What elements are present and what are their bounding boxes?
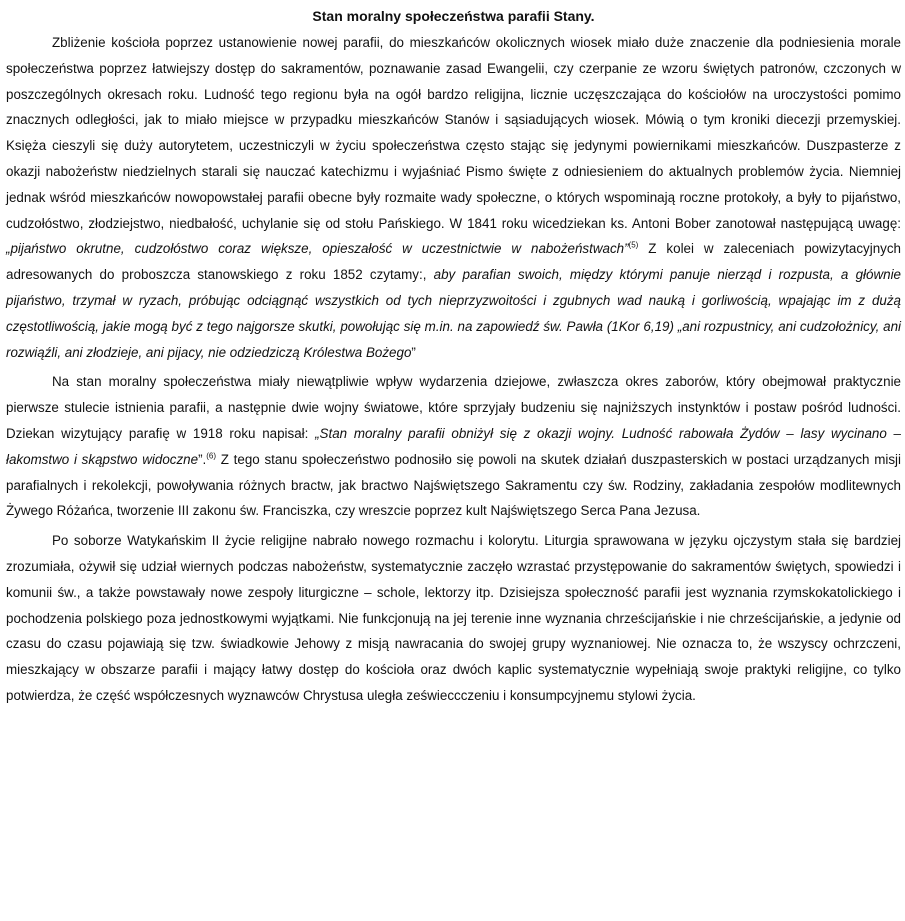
document-page	[6, 6, 901, 713]
footnote-5: (5)	[628, 240, 639, 250]
paragraph-1-text-c: ”	[411, 344, 416, 360]
paragraph-1-quote-2: aby parafian swoich, między którymi panuje nierząd i rozpusta, a głównie pijaństwo, trzymał w ryzach, próbując odciągnąć wszystkich od tych nieprzyzwoitości i zgubnych wad nauką i gorliwością, wpajając im z dużą częstotliwością, jakie mogą być z tego najgorsze skutki, powołując się m.in. na zapowiedź św. Pawła (1Kor 6,19) „ani rozpustnicy, ani cudzołożnicy, ani rozwiąźli, ani złodzieje, ani pijacy, nie odziedziczą Królestwa Bożego	[6, 267, 901, 360]
footnote-6: (6)	[206, 451, 217, 461]
document-title: Stan moralny społeczeństwa parafii Stany.	[312, 8, 595, 24]
paragraph-3: Po soborze Watykańskim II życie religijne nabrało nowego rozmachu i kolorytu. Liturgia sprawowana w języku ojczystym stała się bardziej zrozumiała, ożywił się udział wiernych podczas nabożeństw, systematycznie zaczęło wzrastać przystępowanie do sakramentów świętych, spowiedzi i komunii św., a także powstawały nowe zespoły liturgiczne – schole, lektorzy itp. Dzisiejsza społeczność parafii jest wyznania rzymskokatolickiego i pochodzenia polskiego poza jednostkowymi wyjątkami. Nie funkcjonują na jej terenie inne wyznania chrześcijańskie i nie chrześcijańskie, a jedynie od czasu do czasu pojawiają się tzw. świadkowie Jehowy z misją nawracania do swojej grupy wyznaniowej. Nie oznacza to, że wszyscy ochrzczeni, mieszkający w obszarze parafii i mający łatwy dostęp do kościoła oraz dwóch kaplic systematycznie wypełniają swoje praktyki religijne, co tylko potwierdza, że część współczesnych wyznawców Chrystusa uległa ześwieccczeniu i konsumpcyjnemu stylowi życia.	[6, 533, 901, 703]
paragraph-1-text-b: Z kolei w zaleceniach powizytacyjnych adresowanych do proboszcza stanowskiego z roku 1852 czytamy:,	[6, 241, 901, 283]
paragraph-2	[6, 369, 901, 524]
paragraph-2-text-b: ”.	[198, 451, 207, 467]
paragraph-2-text-a: Na stan moralny społeczeństwa miały niewątpliwie wpływ wydarzenia dziejowe, zwłaszcza okres zaborów, który obejmował praktycznie pierwsze stulecie istnienia parafii, a następnie dwie wojny światowe, które sprzyjały budzeniu się najniższych instynktów i postaw pośród ludności. Dziekan wizytujący parafię w 1918 roku napisał:	[6, 374, 901, 441]
paragraph-2-text-c: Z tego stanu społeczeństwo podnosiło się powoli na skutek działań duszpasterskich w postaci urządzanych misji parafialnych i rekolekcji, powoływania różnych bractw, jak bractwo Najświętszego Sakramentu czy św. Rodziny, zakładania zespołów modlitewnych Żywego Różańca, tworzenie III zakonu św. Franciszka, czy wreszcie poprzez kult Najświętszego Serca Pana Jezusa.	[6, 451, 901, 519]
paragraph-1-quote-1: „pijaństwo okrutne, cudzołóstwo coraz większe, opieszałość w uczestnictwie w nabożeństwach”	[6, 241, 629, 257]
paragraph-1	[6, 30, 901, 365]
paragraph-1-text-a: Zbliżenie kościoła poprzez ustanowienie nowej parafii, do mieszkańców okolicznych wiosek miało duże znaczenie dla podniesienia morale społeczeństwa poprzez łatwiejszy dostęp do sakramentów, poznawanie zasad Ewangelii, czy czerpanie ze wzoru świętych patronów, czczonych w poszczególnych okresach roku. Ludność tego regionu była na ogół bardzo religijna, licznie uczęszczająca do kościołów na uroczystości pomimo znacznych odległości, jak to miało miejsce w przypadku mieszkańców Stanów i sąsiadujących wiosek. Mówią o tym kroniki diecezji przemyskiej. Księża cieszyli się duży autorytetem, uczestniczyli w życiu społeczeństwa często stając się jedynymi powiernikami mieszkańców. Duszpasterze z okazji nabożeństw niedzielnych starali się nauczać katechizmu i wyjaśniać Pismo święte z odniesieniem do aktualnych problemów życia. Niemniej jednak wśród mieszkańców nowopowstałej parafii obecne były rozmaite wady społeczne, o których wspominają roczne protokoły, a były to pijaństwo, cudzołóstwo, złodziejstwo, niedbałość, uchylanie się od stołu Pańskiego. W 1841 roku wicedziekan ks. Antoni Bober zanotował następującą uwagę:	[6, 35, 901, 231]
paragraph-2-quote-1: „Stan moralny parafii obniżył się z okazji wojny. Ludność rabowała Żydów – lasy wycinano – łakomstwo i skąpstwo widoczne	[6, 425, 901, 467]
